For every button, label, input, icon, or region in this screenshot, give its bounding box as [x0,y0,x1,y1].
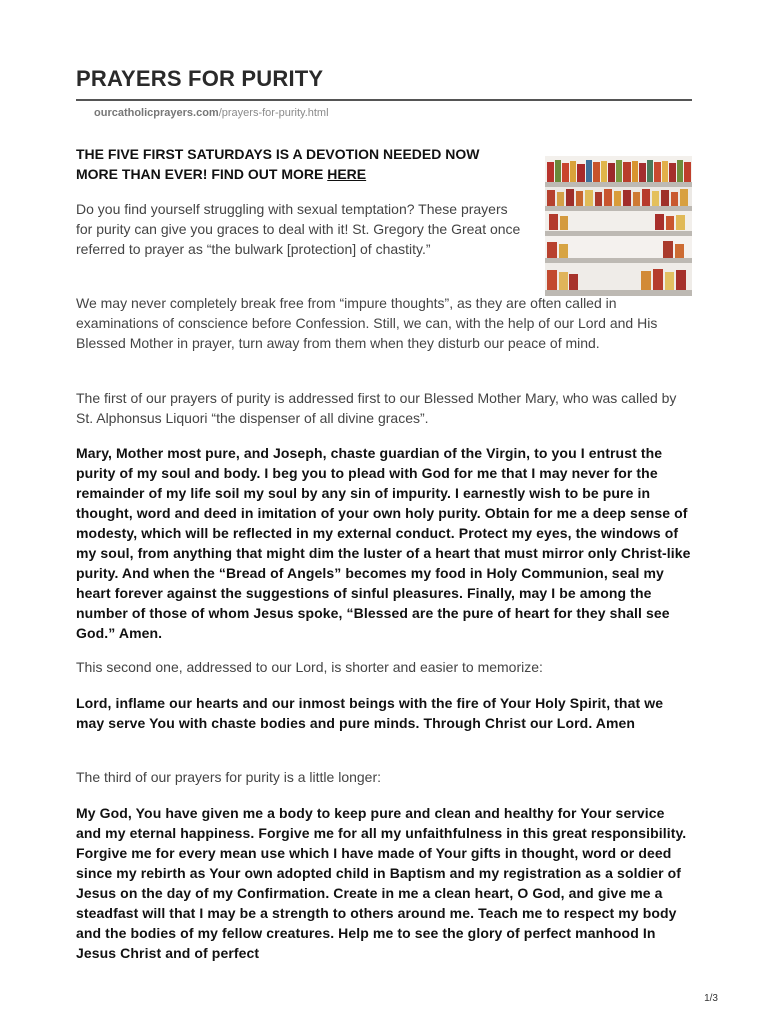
intro-paragraph: Do you find yourself struggling with sexual temptation? These prayers for purity can give you graces to deal with it! St. Gregory the Great once referred to prayer as “the bulwark [protection] of chastity.” [76,201,521,257]
devotion-headline [76,144,496,184]
prayer-mary-joseph: Mary, Mother most pure, and Joseph, chaste guardian of the Virgin, to you I entrust the purity of my soul and body. I beg you to plead with God for me that I may never for the remainder of my life soil my soul by any sin of impurity. I earnestly wish to be pure in thought, word and deed in imitation of your own holy purity. Obtain for me a deep sense of modesty, which will be reflected in my external conduct. Protect my eyes, the windows of my soul, from anything that might dim the luster of a heart that must mirror only Christ-like purity. And when the “Bread of Angels” becomes my food in Holy Communion, seal my heart forever against the suggestions of sinful pleasures. Finally, may I be among the number of those of whom Jesus spoke, “Blessed are the pure of heart for they shall see God.” Amen. [76,445,691,641]
source-path[interactable]: /prayers-for-purity.html [218,107,329,119]
title-divider [76,99,692,101]
page-title: PRAYERS FOR PURITY [76,66,324,91]
prayer-my-god: My God, You have given me a body to keep pure and clean and healthy for Your service and my eternal happiness. Forgive me for all my unfaithfulness in this great responsibility. Forgive me for every mean use which I have made of Your gifts in thought, word or deed since my rebirth as Your own adopted child in Baptism and my registration as a soldier of Jesus on the day of my Confirmation. Create in me a clean heart, O God, and give me a steadfast will that I may be a strength to others around me. Teach me to respect my body and the bodies of my fellow creatures. Help me to see the glory of perfect manhood In Jesus Christ and of perfect [76,805,687,961]
prayer-lord-inflame: Lord, inflame our hearts and our inmost beings with the fire of Your Holy Spirit, that we may serve You with chaste bodies and pure minds. Through Christ our Lord. Amen [76,695,664,731]
page-number: 1/3 [704,993,718,1004]
headline-text: THE FIVE FIRST SATURDAYS IS A DEVOTION NEEDED NOW MORE THAN EVER! FIND OUT MORE [76,146,480,182]
second-prayer-intro: This second one, addressed to our Lord, is shorter and easier to memorize: [76,659,543,675]
third-prayer-intro: The third of our prayers for purity is a little longer: [76,769,382,785]
source-url[interactable] [94,107,329,119]
source-domain[interactable]: ourcatholicprayers.com [94,107,219,119]
first-prayer-intro: The first of our prayers of purity is addressed first to our Blessed Mother Mary, who was called by St. Alphonsus Liquori “the dispenser of all divine graces”. [76,390,677,426]
shelves-illustration [545,156,692,296]
impure-thoughts-paragraph: We may never completely break free from “impure thoughts”, as they are often called in examinations of conscience before Confession. Still, we can, with the help of our Lord and His Blessed Mother in prayer, turn away from them when they disturb our peace of mind. [76,295,658,351]
here-link[interactable]: HERE [327,166,367,182]
store-shelves-photo [545,156,692,296]
